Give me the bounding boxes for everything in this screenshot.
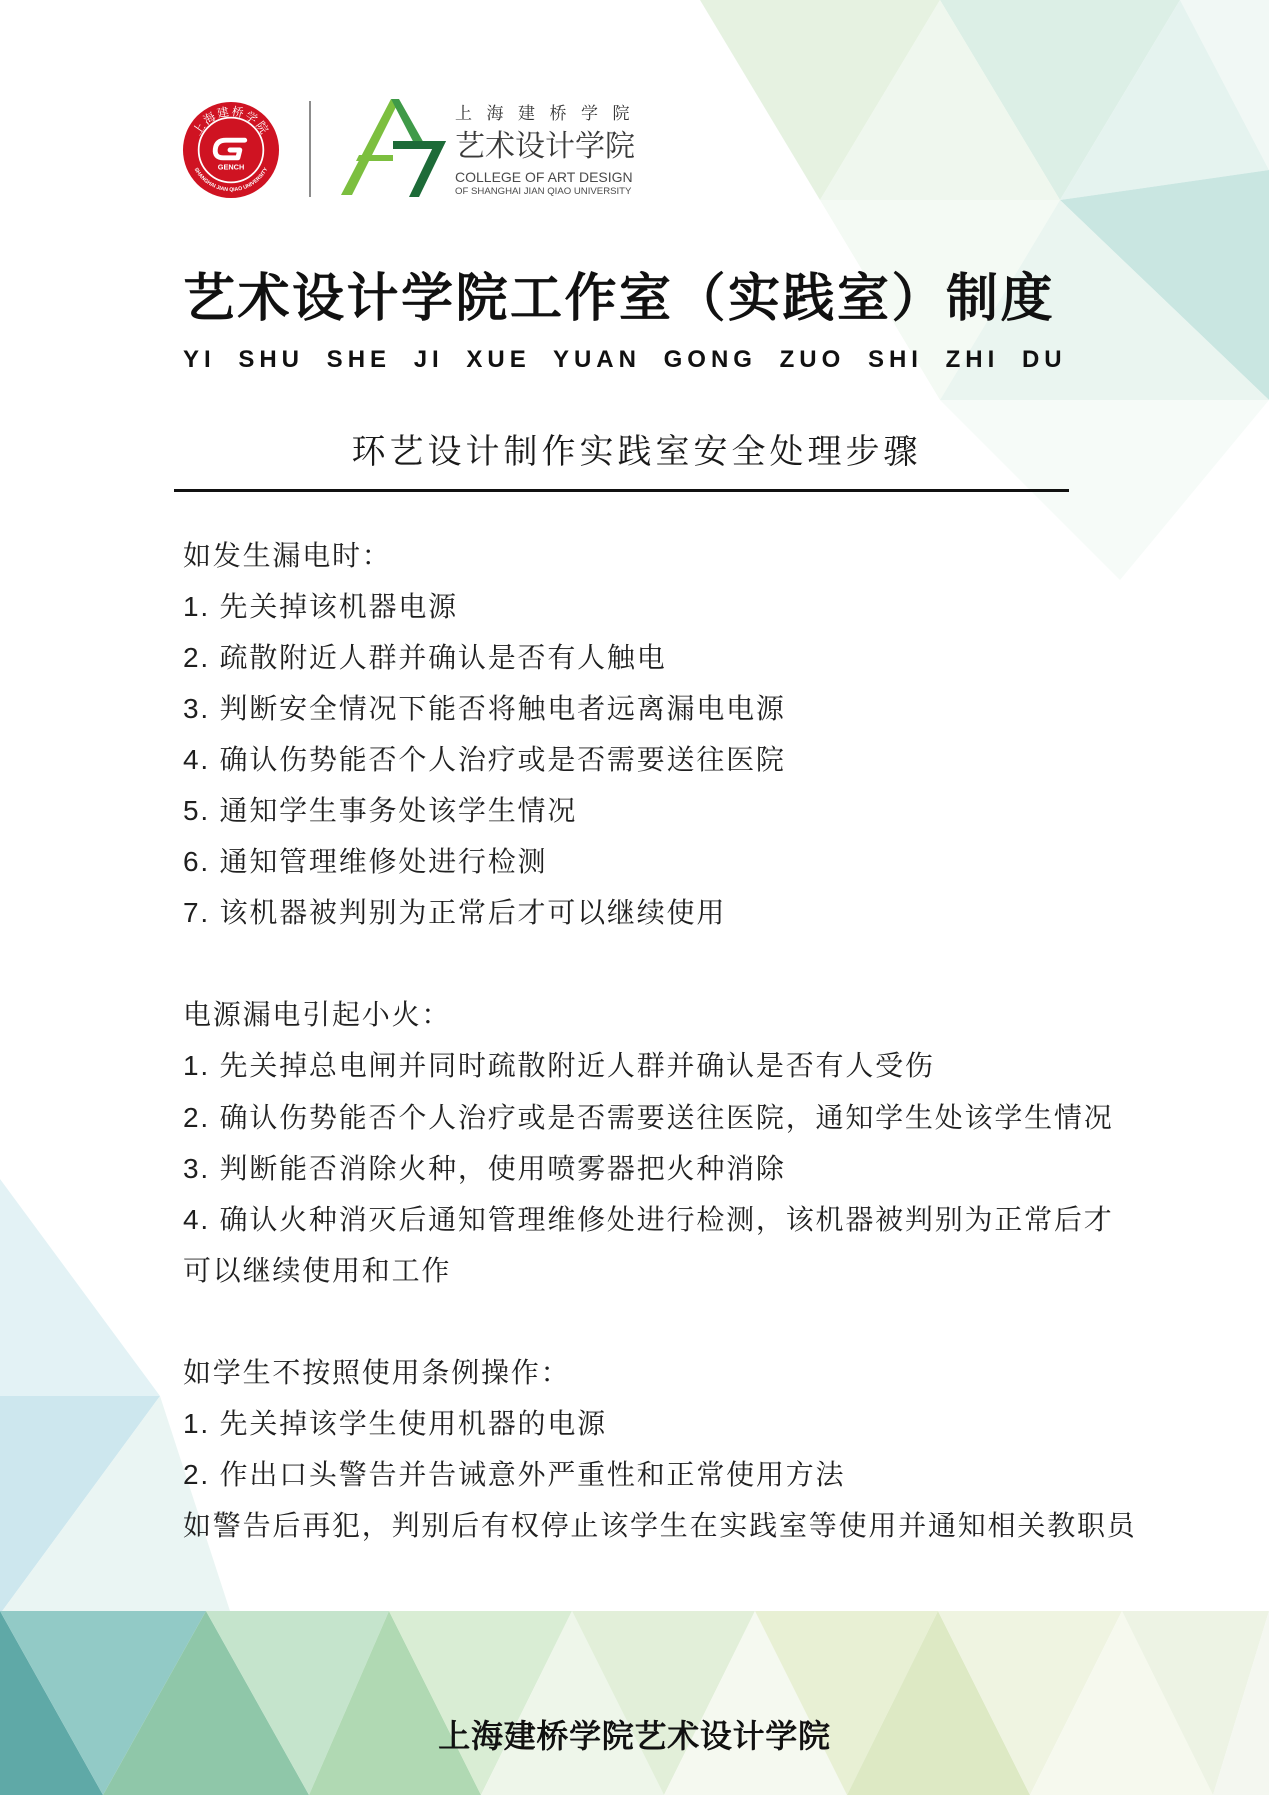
procedure-step: 3. 判断安全情况下能否将触电者远离漏电电源 — [183, 692, 786, 724]
background-triangle — [0, 1179, 160, 1396]
heading-underline — [174, 489, 1069, 492]
procedure-step: 5. 通知学生事务处该学生情况 — [183, 794, 578, 826]
subsection-heading-electric-leakage: 如发生漏电时： — [183, 539, 392, 571]
procedure-step: 1. 先关掉该机器电源 — [183, 590, 458, 622]
logo-a-crossbar — [356, 155, 393, 161]
logo-seven-stem — [409, 141, 446, 197]
section-heading: 环艺设计制作实践室安全处理步骤 — [351, 433, 922, 471]
seal-chinese-name: 上海建桥学院 — [190, 105, 272, 138]
procedure-step: 7. 该机器被判别为正常后才可以继续使用 — [183, 897, 727, 929]
university-seal-icon — [182, 101, 280, 199]
college-a7-logo-icon — [341, 99, 448, 199]
procedure-step: 1. 先关掉该学生使用机器的电源 — [183, 1408, 607, 1440]
procedure-step: 2. 确认伤势能否个人治疗或是否需要送往医院，通知学生处该学生情况 — [183, 1101, 1114, 1133]
procedure-step: 1. 先关掉总电闸并同时疏散附近人群并确认是否有人受伤 — [183, 1050, 935, 1082]
title-pinyin: YI SHU SHE JI XUE YUAN GONG ZUO SHI ZHI DU — [183, 346, 1067, 373]
college-logo-english-line-1: COLLEGE OF ART DESIGN — [455, 169, 633, 185]
section-spacer — [183, 938, 1137, 989]
footer-institution: 上海建桥学院艺术设计学院 — [438, 1718, 831, 1754]
subsection-heading-misuse: 如学生不按照使用条例操作： — [183, 1357, 571, 1388]
subsection-heading-small-fire: 电源漏电引起小火： — [183, 999, 452, 1031]
logo-divider — [309, 101, 311, 197]
college-logo-university-name: 上海建桥学院 — [455, 104, 644, 123]
procedure-step: 6. 通知管理维修处进行检测 — [183, 846, 548, 878]
procedure-note: 如警告后再犯，判别后有权停止该学生在实践室等使用并通知相关教职员 — [183, 1510, 1137, 1542]
procedure-body — [183, 530, 1137, 1552]
seal-mark-text: GENCH — [217, 162, 245, 172]
procedure-step: 2. 作出口头警告并告诫意外严重性和正常使用方法 — [183, 1459, 846, 1491]
procedure-step-continuation: 可以继续使用和工作 — [183, 1254, 452, 1286]
college-logo-name: 艺术设计学院 — [455, 130, 635, 163]
procedure-step: 3. 判断能否消除火种，使用喷雾器把火种消除 — [183, 1152, 786, 1184]
college-logo-english-line-2: OF SHANGHAI JIAN QIAO UNIVERSITY — [455, 186, 632, 197]
seal-english-name: SHANGHAI JIAN QIAO UNIVERSITY — [192, 166, 270, 194]
procedure-step: 4. 确认伤势能否个人治疗或是否需要送往医院 — [183, 743, 786, 775]
procedure-step: 4. 确认火种消灭后通知管理维修处进行检测，该机器被判别为正常后才 — [183, 1203, 1114, 1235]
procedure-step: 2. 疏散附近人群并确认是否有人触电 — [183, 641, 667, 673]
logo-a-left-stroke — [341, 99, 396, 195]
section-spacer — [183, 1296, 1137, 1347]
page-title: 艺术设计学院工作室（实践室）制度 — [183, 270, 1056, 328]
